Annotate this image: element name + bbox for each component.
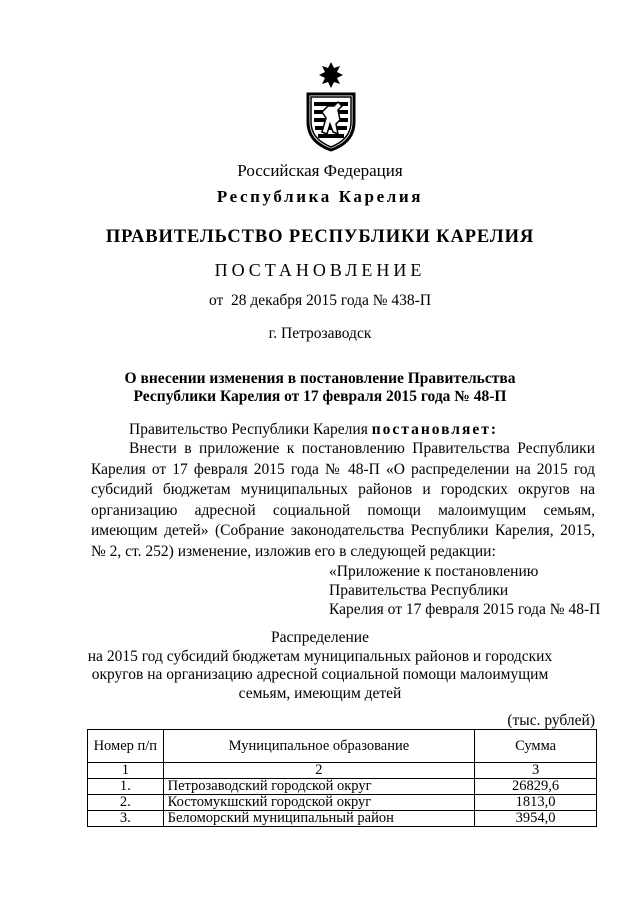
city: г. Петрозаводск xyxy=(268,325,372,342)
table-index-row xyxy=(88,763,597,779)
row-sum: 1813,0 xyxy=(475,795,597,811)
karelia-coat-of-arms-icon xyxy=(300,60,362,152)
subsidy-table xyxy=(87,729,597,827)
distribution-line: на 2015 год субсидий бюджетам муниципальных районов и городских xyxy=(87,647,553,665)
document-title-line: Республики Карелия от 17 февраля 2015 года № 48-П xyxy=(133,388,507,405)
table-units: (тыс. рублей) xyxy=(507,712,595,729)
document-title-line: О внесении изменения в постановление Правительства xyxy=(124,370,516,387)
row-number: 1. xyxy=(88,779,164,795)
appendix-line: Карелия от 17 февраля 2015 года № 48-П xyxy=(329,601,601,618)
distribution-title: Распределение xyxy=(271,629,369,646)
country-name: Российская Федерация xyxy=(237,161,403,180)
row-sum: 26829,6 xyxy=(475,779,597,795)
row-municipality: Костомукшский городской округ xyxy=(163,795,475,811)
republic-name: Республика Карелия xyxy=(216,187,424,206)
header-sum: Сумма xyxy=(475,730,597,763)
document-date: от 28 декабря 2015 года № 438-П xyxy=(208,292,432,309)
row-sum: 3954,0 xyxy=(475,811,597,827)
row-number: 3. xyxy=(88,811,164,827)
distribution-line: округов на организацию адресной социальной помощи малоимущим xyxy=(91,666,549,683)
row-municipality: Петрозаводский городской округ xyxy=(163,779,475,795)
appendix-reference xyxy=(329,562,600,619)
table-row xyxy=(88,779,597,795)
header-municipality: Муниципальное образование xyxy=(163,730,475,763)
resolution-paragraph xyxy=(91,439,595,562)
distribution-line: семьям, имеющим детей xyxy=(238,684,402,702)
table-row xyxy=(88,795,597,811)
table-row xyxy=(88,811,597,827)
index-cell: 1 xyxy=(88,763,164,779)
resolution-intro xyxy=(129,421,498,439)
intro-resolves: постановляет: xyxy=(371,421,499,438)
index-cell: 2 xyxy=(163,763,475,779)
government-title: ПРАВИТЕЛЬСТВО РЕСПУБЛИКИ КАРЕЛИЯ xyxy=(105,227,535,247)
header-number: Номер п/п xyxy=(88,730,164,763)
table-header-row xyxy=(88,730,597,763)
appendix-line: Правительства Республики xyxy=(329,582,509,599)
appendix-line: «Приложение к постановлению xyxy=(329,563,539,580)
distribution-heading xyxy=(0,629,640,703)
index-cell: 3 xyxy=(475,763,597,779)
intro-prefix: Правительство Республики Карелия xyxy=(129,421,372,438)
document-title xyxy=(0,370,640,406)
row-municipality: Беломорский муниципальный район xyxy=(163,811,475,827)
paragraph-text: Внести в приложение к постановлению Правительства Республики Карелия от 17 февраля 2015 года № 48-П «О распределении на 2015 год субсидий бюджетам муниципальных районов и городских округов на организацию адресной социальной помощи малоимущим семьям, имеющим детей» (Собрание законодательства Республики Карелия, 2015, № 2, ст. 252) изменение, изложив его в следующей редакции: xyxy=(91,440,595,560)
row-number: 2. xyxy=(88,795,164,811)
document-type: ПОСТАНОВЛЕНИЕ xyxy=(214,260,426,280)
